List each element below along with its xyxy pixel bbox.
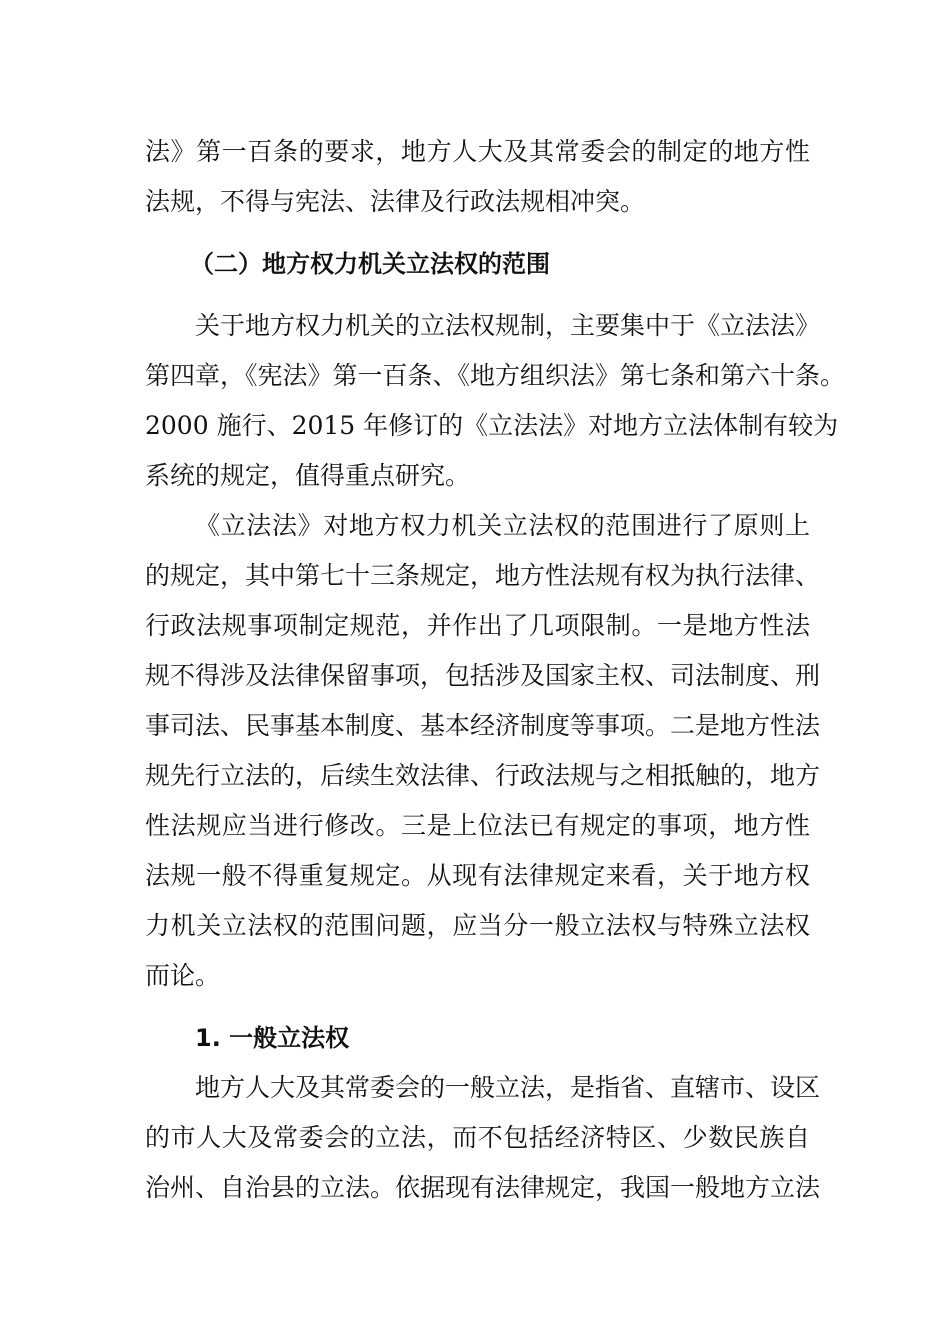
text-line: 规先行立法的，后续生效法律、行政法规与之相抵触的，地方	[145, 761, 821, 790]
text-line: 力机关立法权的范围问题，应当分一般立法权与特殊立法权	[145, 911, 810, 940]
text-line: 事司法、民事基本制度、基本经济制度等事项。二是地方性法	[145, 711, 821, 740]
text-line: 2000 施行、2015 年修订的《立法法》对地方立法体制有较为	[145, 411, 839, 440]
text-line: 关于地方权力机关的立法权规制，主要集中于《立法法》	[195, 311, 821, 340]
subsection-heading: 1. 一般立法权	[195, 1024, 350, 1052]
text-line: 而论。	[145, 961, 221, 990]
text-line: 地方人大及其常委会的一般立法，是指省、直辖市、设区	[195, 1073, 821, 1102]
text-line: 的市人大及常委会的立法，而不包括经济特区、少数民族自	[145, 1123, 810, 1152]
text-line: 行政法规事项制定规范，并作出了几项限制。一是地方性法	[145, 611, 810, 640]
text-line: 第四章，《宪法》第一百条、《地方组织法》第七条和第六十条。	[145, 361, 846, 390]
paragraph-continuation	[145, 127, 810, 227]
text-line: 的规定，其中第七十三条规定，地方性法规有权为执行法律、	[145, 561, 821, 590]
text-line: 《立法法》对地方权力机关立法权的范围进行了原则上	[195, 511, 810, 540]
text-line: 法规一般不得重复规定。从现有法律规定来看，关于地方权	[145, 861, 810, 890]
paragraph-legislative-regulation	[145, 301, 846, 501]
text-line: 法》第一百条的要求，地方人大及其常委会的制定的地方性	[145, 137, 810, 166]
paragraph-general-legislation	[145, 1063, 821, 1213]
text-line: 治州、自治县的立法。依据现有法律规定，我国一般地方立法	[145, 1173, 821, 1202]
paragraph-legislation-law-scope	[145, 501, 821, 1001]
text-line: 法规，不得与宪法、法律及行政法规相冲突。	[145, 187, 646, 216]
text-line: 系统的规定，值得重点研究。	[145, 461, 471, 490]
section-heading: （二）地方权力机关立法权的范围	[190, 250, 550, 278]
document-body	[145, 127, 846, 1213]
text-line: 规不得涉及法律保留事项，包括涉及国家主权、司法制度、刑	[145, 661, 821, 690]
text-line: 性法规应当进行修改。三是上位法已有规定的事项，地方性	[145, 811, 810, 840]
